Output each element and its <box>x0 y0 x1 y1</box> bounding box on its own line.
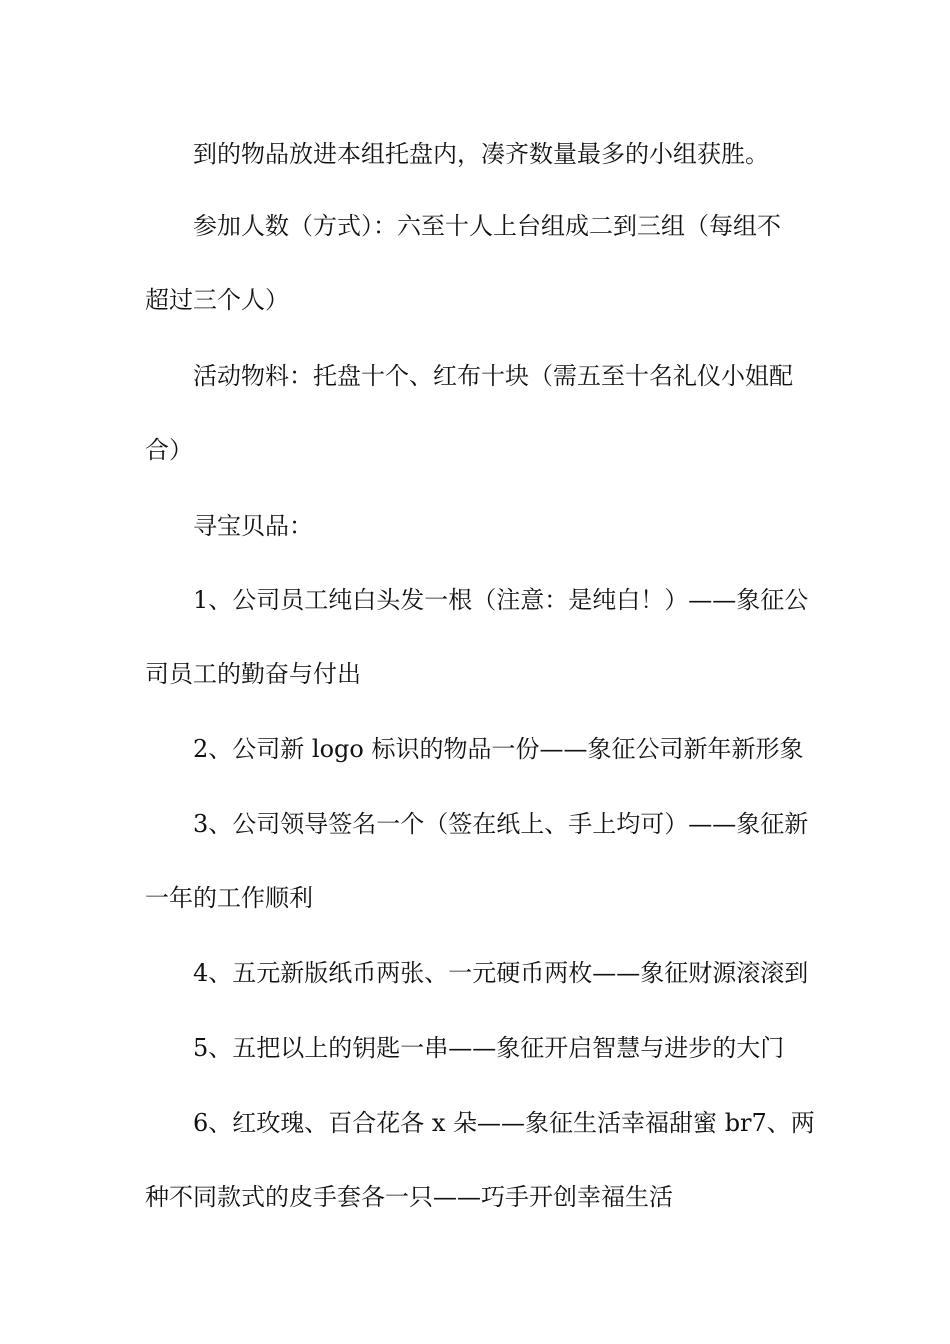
list-item-1-line-1: 1、公司员工纯白头发一根（注意：是纯白！）——象征公 <box>193 586 809 614</box>
paragraph-line-4: 活动物料：托盘十个、红布十块（需五至十名礼仪小姐配 <box>193 362 793 390</box>
section-heading: 寻宝贝品： <box>193 512 313 540</box>
list-item-6-line-1: 6、红玫瑰、百合花各 x 朵——象征生活幸福甜蜜 br7、两 <box>193 1109 815 1137</box>
paragraph-line-5: 合） <box>145 436 193 464</box>
paragraph-line-2: 参加人数（方式）：六至十人上台组成二到三组（每组不 <box>193 212 781 240</box>
list-item-4: 4、五元新版纸币两张、一元硬币两枚——象征财源滚滚到 <box>193 959 809 987</box>
paragraph-line-3: 超过三个人） <box>145 286 289 314</box>
list-item-3-line-1: 3、公司领导签名一个（签在纸上、手上均可）——象征新 <box>193 810 809 838</box>
list-item-6-line-2: 种不同款式的皮手套各一只——巧手开创幸福生活 <box>145 1183 673 1211</box>
paragraph-line-1: 到的物品放进本组托盘内，凑齐数量最多的小组获胜。 <box>193 140 769 168</box>
list-item-1-line-2: 司员工的勤奋与付出 <box>145 660 361 688</box>
list-item-2: 2、公司新 logo 标识的物品一份——象征公司新年新形象 <box>193 735 804 763</box>
list-item-5: 5、五把以上的钥匙一串——象征开启智慧与进步的大门 <box>193 1034 785 1062</box>
list-item-3-line-2: 一年的工作顺利 <box>145 884 313 912</box>
